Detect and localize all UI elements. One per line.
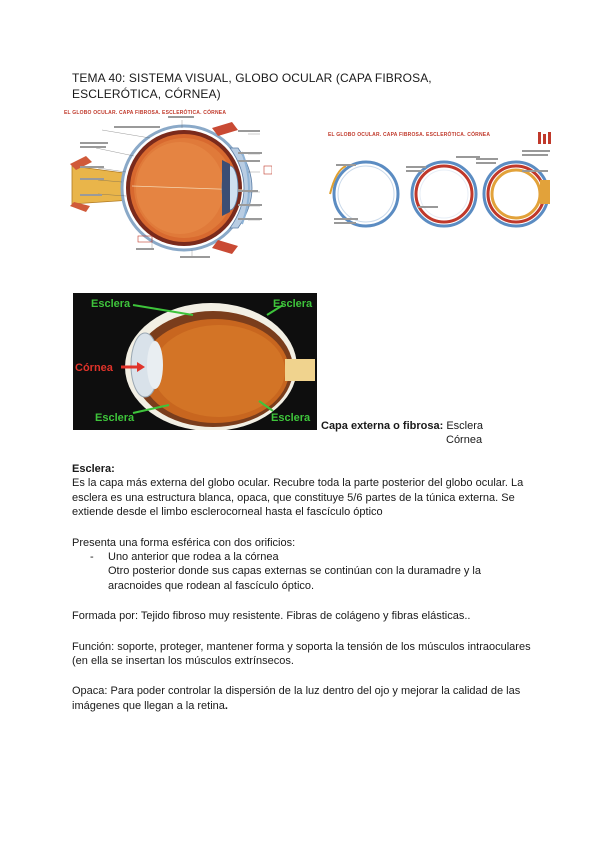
- esclera-heading: Esclera:: [72, 463, 115, 475]
- formada-por: Formada por: Tejido fibroso muy resistente. Fibras de colágeno y fibras elásticas..: [72, 610, 471, 623]
- label-cornea: Córnea: [75, 362, 113, 374]
- eye-layers-drawing: [326, 130, 554, 234]
- page-title: TEMA 40: SISTEMA VISUAL, GLOBO OCULAR (CAPA FIBROSA, ESCLERÓTICA, CÓRNEA): [72, 71, 432, 101]
- eye-model-drawing: [73, 293, 317, 430]
- opaca-end: .: [224, 699, 228, 712]
- orificio-anterior: Uno anterior que rodea a la córnea: [108, 551, 279, 564]
- figure2-caption: EL GLOBO OCULAR. CAPA FIBROSA. ESCLERÓTICA. CÓRNEA: [328, 132, 491, 138]
- capa-externa-item-cornea: Córnea: [446, 434, 483, 446]
- opaca: [72, 684, 532, 713]
- capa-externa-item-esclera: Esclera: [446, 420, 484, 432]
- eye-cross-section-drawing: [62, 108, 272, 260]
- university-logo: [538, 132, 551, 144]
- label-esclera-top-left: Esclera: [91, 298, 131, 310]
- orificio-list-item: - Uno anterior que rodea a la córnea: [90, 551, 279, 564]
- eye-model-photo: [73, 293, 317, 430]
- eye-layers-figure: [326, 130, 554, 234]
- opaca-text: Opaca: Para poder controlar la dispersión de la luz dentro del ojo y mejorar la calidad de las imágenes que llegan a la retina: [72, 685, 521, 712]
- orificios-intro: Presenta una forma esférica con dos orificios:: [72, 536, 296, 549]
- orificio-posterior: Otro posterior donde sus capas externas se continúan con la duramadre y la aracnoides que rodean al fascículo óptico.: [108, 565, 481, 592]
- esclera-section: [72, 462, 532, 713]
- figure1-caption: EL GLOBO OCULAR. CAPA FIBROSA. ESCLERÓTICA. CÓRNEA: [64, 110, 227, 116]
- label-esclera-top-right: Esclera: [273, 298, 313, 310]
- label-esclera-bottom-right: Esclera: [271, 412, 311, 424]
- capa-externa-label: Capa externa o fibrosa:: [321, 420, 444, 432]
- funcion: Función: soporte, proteger, mantener forma y soporta la tensión de los músculos intraoculares (en ella se insertan los músculos extrínsecos.: [72, 640, 531, 668]
- esclera-paragraph: Es la capa más externa del globo ocular. Recubre toda la parte posterior del globo ocular. La esclera es una estructura blanca, opaca, que constituye 5/6 partes de la túnica externa. Se extiende desde el limbo esclerocorneal hasta el fascículo óptico: [72, 477, 524, 519]
- eye-cross-section-figure: [62, 108, 272, 260]
- label-esclera-bottom-left: Esclera: [95, 412, 135, 424]
- capa-externa-block: [321, 419, 483, 447]
